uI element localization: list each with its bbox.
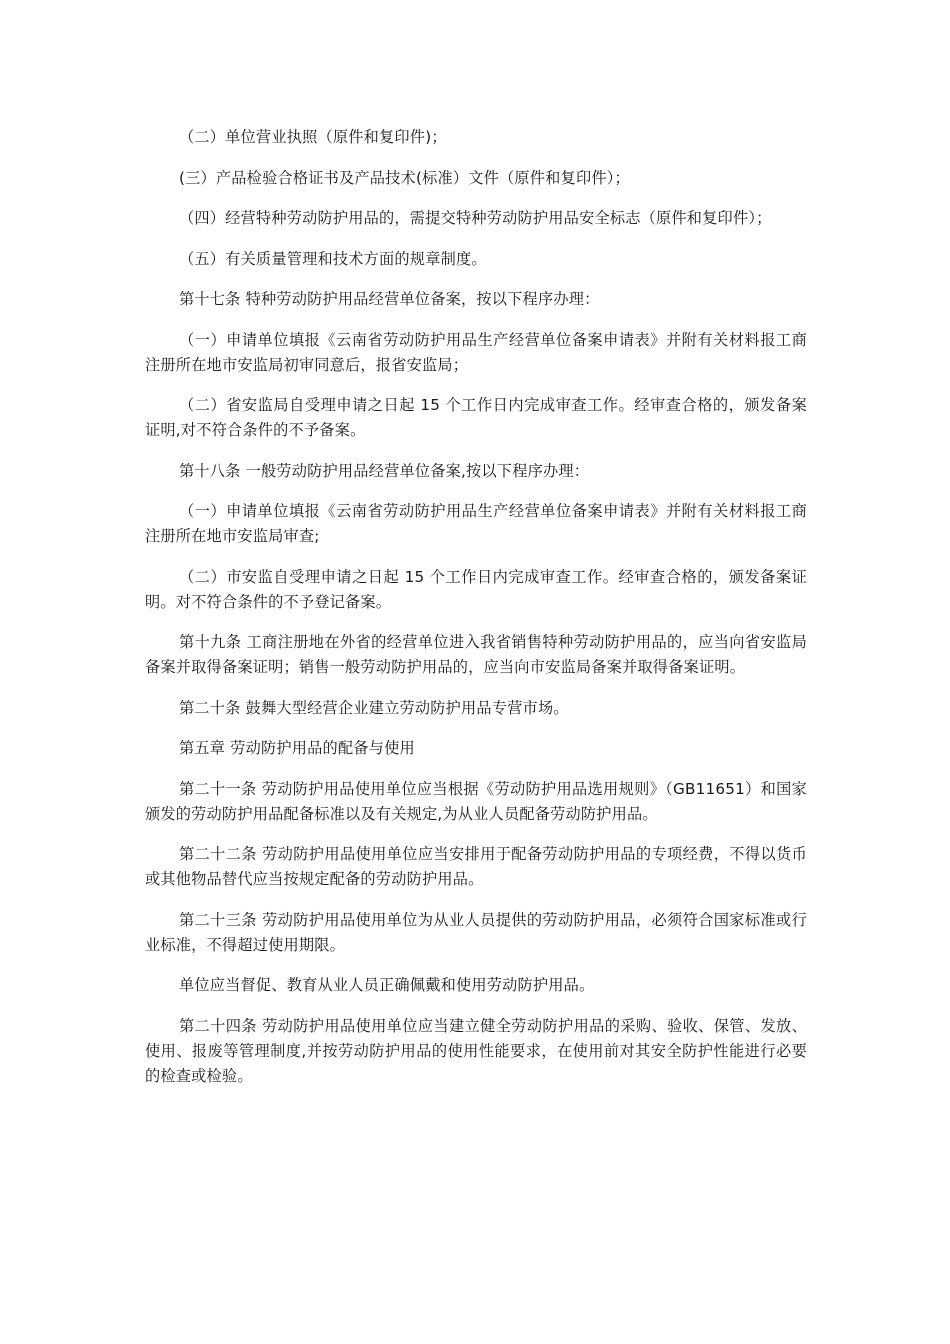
- paragraph-inspection-certificate: (三）产品检验合格证书及产品技术(标准）文件（原件和复印件）；: [179, 168, 630, 187]
- article-18: 第十八条 一般劳动防护用品经营单位备案,按以下程序办理：: [179, 461, 590, 480]
- document-body: [145, 125, 807, 1104]
- article-20: 第二十条 鼓舞大型经营企业建立劳动防护用品专营市场。: [179, 698, 569, 717]
- paragraph-safety-mark: （四）经营特种劳动防护用品的，需提交特种劳动防护用品安全标志（原件和复印件）；: [179, 209, 772, 227]
- paragraph-quality-rules: （五）有关质量管理和技术方面的规章制度。: [179, 249, 487, 268]
- article-17-item-1: （一）申请单位填报《云南省劳动防护用品生产经营单位备案申请表》并附有关材料报工商注册所在地市安监局初审同意后，报省安监局；: [145, 330, 807, 374]
- article-19: 第十九条 工商注册地在外省的经营单位进入我省销售特种劳动防护用品的，应当向省安监局备案并取得备案证明；销售一般劳动防护用品的，应当向市安监局备案并取得备案证明。: [145, 633, 807, 676]
- chapter-5-heading: 第五章 劳动防护用品的配备与使用: [179, 739, 415, 757]
- article-18-item-1: （一）申请单位填报《云南省劳动防护用品生产经营单位备案申请表》并附有关材料报工商注册所在地市安监局审查;: [145, 502, 807, 545]
- article-21: 第二十一条 劳动防护用品使用单位应当根据《劳动防护用品选用规则》（GB11651）和国家颁发的劳动防护用品配备标准以及有关规定,为从业人员配备劳动防护用品。: [145, 779, 807, 823]
- article-17-item-2: （二）省安监局自受理申请之日起 15 个工作日内完成审查工作。经审查合格的，颁发备案证明,对不符合条件的不予备案。: [145, 396, 807, 439]
- article-17: 第十七条 特种劳动防护用品经营单位备案，按以下程序办理：: [179, 290, 600, 308]
- article-24: 第二十四条 劳动防护用品使用单位应当建立健全劳动防护用品的采购、验收、保管、发放、使用、报废等管理制度,并按劳动防护用品的使用性能要求，在使用前对其安全防护性能进行必要的检查或检验。: [145, 1016, 807, 1085]
- paragraph-business-license: （二）单位营业执照（原件和复印件)；: [179, 128, 447, 146]
- paragraph-supervision: 单位应当督促、教育从业人员正确佩戴和使用劳动防护用品。: [179, 976, 595, 994]
- article-23: 第二十三条 劳动防护用品使用单位为从业人员提供的劳动防护用品，必须符合国家标准或行业标准，不得超过使用期限。: [145, 910, 807, 954]
- article-22: 第二十二条 劳动防护用品使用单位应当安排用于配备劳动防护用品的专项经费，不得以货币或其他物品替代应当按规定配备的劳动防护用品。: [145, 845, 807, 888]
- article-18-item-2: （二）市安监自受理申请之日起 15 个工作日内完成审查工作。经审查合格的，颁发备案证明。对不符合条件的不予登记备案。: [145, 567, 807, 611]
